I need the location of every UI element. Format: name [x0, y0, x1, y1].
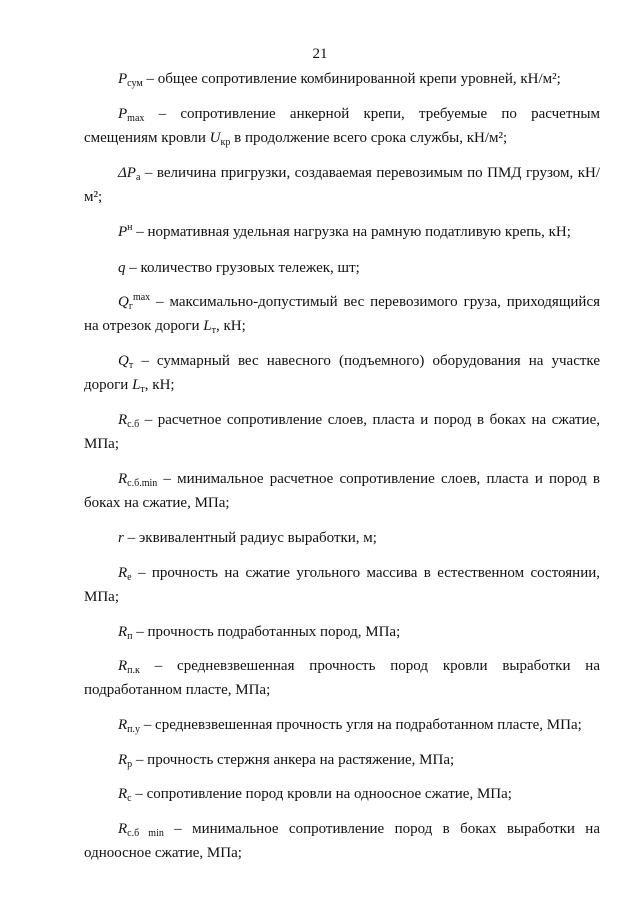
entry-4: q – количество грузовых тележек, шт;: [118, 260, 360, 276]
entry-3: $P^н$ – нормативная удельная нагрузка на рамную податливую крепь, кН;: [118, 222, 571, 240]
entry-7: $R_{с.б}$ – расчетное сопротивление слоев, пласта и пород в боках на сжатие, МПа;: [84, 412, 600, 452]
entry-12: $R_{п.к}$ – средневзвешенная прочность пород кровли выработки на подработанном пласте, МПа;: [84, 658, 600, 698]
entry-5: $Q_г^{max}$ – максимально-допустимый вес перевозимого груза, приходящийся на отрезок дороги $L_т$, кН;: [84, 292, 600, 336]
entry-8: $R_{с.б.min}$ – минимальное расчетное сопротивление слоев, пласта и пород в боках на сжатие, МПа;: [84, 471, 600, 511]
page-number: 21: [312, 46, 328, 62]
entry-2: $\Delta P_a$ – величина пригрузки, создаваемая перевозимым по ПМД грузом, кН/м²;: [84, 165, 600, 205]
entry-13: $R_{п.у}$ – средневзвешенная прочность угля на подработанном пласте, МПа;: [118, 717, 582, 735]
entry-0: $P_{сум}$ – общее сопротивление комбинированной крепи уровней, кН/м²;: [118, 71, 561, 89]
entry-1: $P_{max}$ – сопротивление анкерной крепи, требуемые по расчетным смещениям кровли $U_{кр}$ в продолжение всего срока службы, кН/м²;: [84, 106, 600, 148]
entry-6: $Q_т$ – суммарный вес навесного (подъемного) оборудования на участке дороги $L_т$, кН;: [84, 353, 600, 395]
entry-9: r – эквивалентный радиус выработки, м;: [118, 530, 377, 546]
entry-15: $R_с$ – сопротивление пород кровли на одноосное сжатие, МПа;: [118, 786, 512, 804]
entry-14: $R_р$ – прочность стержня анкера на растяжение, МПа;: [118, 752, 455, 770]
entry-10: $R_е$ – прочность на сжатие угольного массива в естественном состоянии, МПа;: [84, 565, 600, 605]
entry-11: $R_п$ – прочность подработанных пород, МПа;: [118, 624, 401, 642]
entry-16: $R_{с.б min}$ – минимальное сопротивление пород в боках выработки на одноосное сжатие, МПа;: [84, 821, 600, 861]
